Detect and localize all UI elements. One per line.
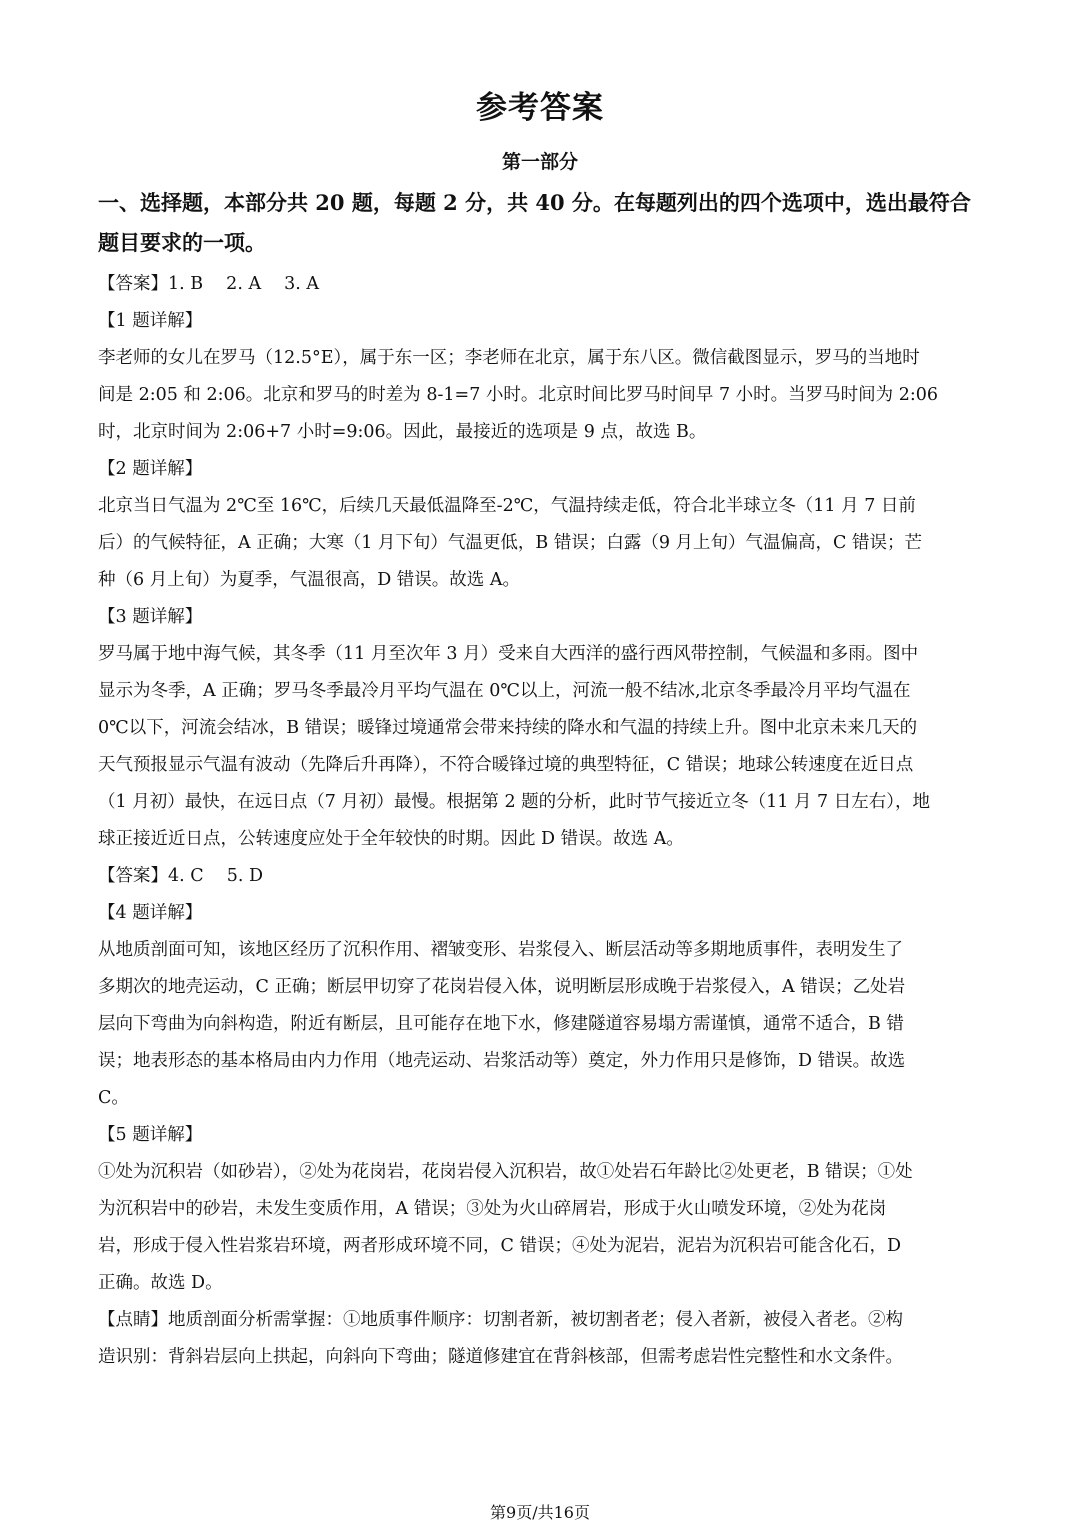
page-title: 参考答案 bbox=[476, 90, 604, 126]
paragraph-line: 从地质剖面可知，该地区经历了沉积作用、褶皱变形、岩浆侵入、断层活动等多期地质事件，表明发生了 bbox=[98, 940, 903, 960]
paragraph-line: 李老师的女儿在罗马（12.5°E），属于东一区；李老师在北京，属于东八区。微信截图显示，罗马的当地时 bbox=[98, 348, 920, 368]
answer-line: 【答案】4. C 5. D bbox=[98, 866, 264, 886]
section-heading bbox=[98, 183, 978, 263]
paragraph-line: 显示为冬季，A 正确；罗马冬季最冷月平均气温在 0℃以上，河流一般不结冰,北京冬季最冷月平均气温在 bbox=[98, 681, 911, 701]
paragraph-line: 时，北京时间为 2:06+7 小时=9:06。因此，最接近的选项是 9 点，故选 B。 bbox=[98, 422, 707, 442]
subheading-q3: 【3 题详解】 bbox=[98, 607, 203, 627]
paragraph-line: 后）的气候特征，A 正确；大寒（1 月下旬）气温更低，B 错误；白露（9 月上旬）气温偏高，C 错误；芒 bbox=[98, 533, 922, 553]
paragraph-line: 岩，形成于侵入性岩浆岩环境，两者形成环境不同，C 错误；④处为泥岩，泥岩为沉积岩可能含化石，D bbox=[98, 1236, 901, 1256]
paragraph-line: ①处为沉积岩（如砂岩），②处为花岗岩，花岗岩侵入沉积岩，故①处岩石年龄比②处更老，B 错误；①处 bbox=[98, 1162, 913, 1182]
subheading-q5: 【5 题详解】 bbox=[98, 1125, 203, 1145]
paragraph-line: 正确。故选 D。 bbox=[98, 1273, 223, 1293]
section-heading-line: 一、选择题，本部分共 20 题，每题 2 分，共 40 分。在每题列出的四个选项中，选出最符合 bbox=[98, 190, 971, 215]
paragraph-line: 为沉积岩中的砂岩，未发生变质作用，A 错误；③处为火山碎屑岩，形成于火山喷发环境，②处为花岗 bbox=[98, 1199, 887, 1219]
answer-line: 【答案】1. B 2. A 3. A bbox=[98, 274, 320, 294]
paragraph-line: 0℃以下，河流会结冰，B 错误；暖锋过境通常会带来持续的降水和气温的持续上升。图中北京未来几天的 bbox=[98, 718, 918, 738]
paragraph-line: 罗马属于地中海气候，其冬季（11 月至次年 3 月）受来自大西洋的盛行西风带控制，气候温和多雨。图中 bbox=[98, 644, 919, 664]
subheading-q2: 【2 题详解】 bbox=[98, 459, 203, 479]
tip-line: 造识别：背斜岩层向上拱起，向斜向下弯曲；隧道修建宜在背斜核部，但需考虑岩性完整性和水文条件。 bbox=[98, 1347, 903, 1367]
paragraph-line: 北京当日气温为 2℃至 16℃，后续几天最低温降至-2℃，气温持续走低，符合北半球立冬（11 月 7 日前 bbox=[98, 496, 916, 516]
paragraph-line: 误；地表形态的基本格局由内力作用（地壳运动、岩浆活动等）奠定，外力作用只是修饰，D 错误。故选 bbox=[98, 1051, 906, 1071]
paragraph-line: C。 bbox=[98, 1088, 129, 1108]
subheading-q1: 【1 题详解】 bbox=[98, 311, 203, 331]
answer-body bbox=[98, 266, 980, 1376]
paragraph-line: 种（6 月上旬）为夏季，气温很高，D 错误。故选 A。 bbox=[98, 570, 520, 590]
paragraph-line: 层向下弯曲为向斜构造，附近有断层，且可能存在地下水，修建隧道容易塌方需谨慎，通常不适合，B 错 bbox=[98, 1014, 904, 1034]
subheading-q4: 【4 题详解】 bbox=[98, 903, 203, 923]
paragraph-line: 间是 2:05 和 2:06。北京和罗马的时差为 8-1=7 小时。北京时间比罗马时间早 7 小时。当罗马时间为 2:06 bbox=[98, 385, 939, 405]
paragraph-line: 多期次的地壳运动，C 正确；断层甲切穿了花岗岩侵入体，说明断层形成晚于岩浆侵入，A 错误；乙处岩 bbox=[98, 977, 906, 997]
part-heading: 第一部分 bbox=[501, 151, 578, 173]
paragraph-line: （1 月初）最快，在远日点（7 月初）最慢。根据第 2 题的分析，此时节气接近立冬（11 月 7 日左右），地 bbox=[98, 792, 930, 812]
paragraph-line: 球正接近近日点，公转速度应处于全年较快的时期。因此 D 错误。故选 A。 bbox=[98, 829, 684, 849]
section-heading-line: 题目要求的一项。 bbox=[98, 230, 266, 255]
tip-line: 【点睛】地质剖面分析需掌握：①地质事件顺序：切割者新，被切割者老；侵入者新，被侵入者老。②构 bbox=[98, 1310, 903, 1330]
page-footer: 第9页/共16页 bbox=[490, 1503, 590, 1522]
paragraph-line: 天气预报显示气温有波动（先降后升再降），不符合暖锋过境的典型特征，C 错误；地球公转速度在近日点 bbox=[98, 755, 914, 775]
